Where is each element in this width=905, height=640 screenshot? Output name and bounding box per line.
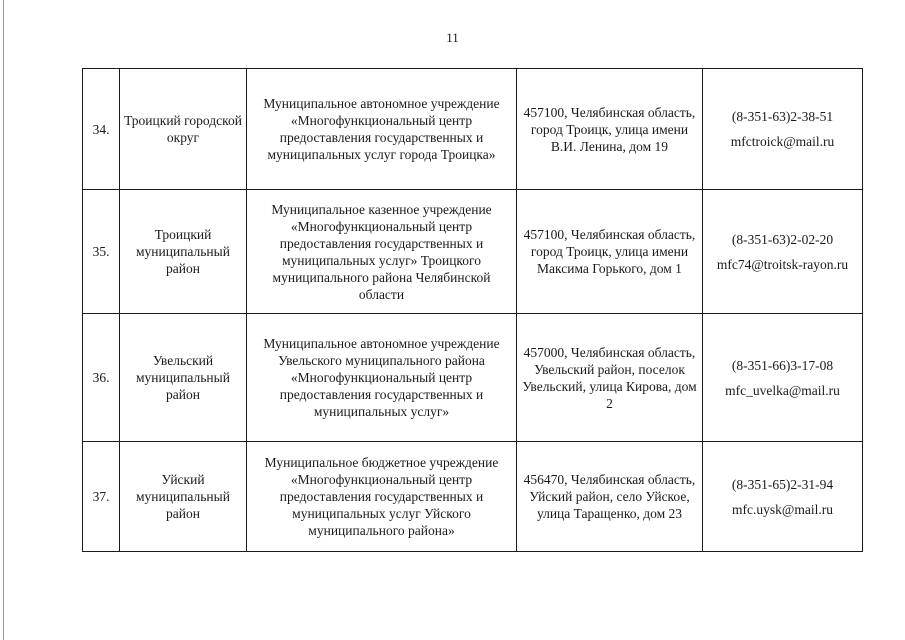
organization-name: Муниципальное бюджетное учреждение «Многофункциональный центр предоставления государственных и муниципальных услуг Уйского муниципального района»: [247, 442, 517, 552]
email-address: mfc.uysk@mail.ru: [732, 501, 833, 517]
page-number: 11: [446, 30, 459, 45]
district-name: Троицкий муниципальный район: [120, 190, 247, 314]
address: 457100, Челябинская область, город Троицк, улица имени Максима Горького, дом 1: [517, 190, 703, 314]
district-name: Увельский муниципальный район: [120, 314, 247, 442]
phone-number: (8-351-66)3-17-08: [731, 357, 834, 373]
address: 457000, Челябинская область, Увельский район, поселок Увельский, улица Кирова, дом 2: [517, 314, 703, 442]
row-number: 36.: [83, 314, 120, 442]
email-address: mfctroick@mail.ru: [730, 134, 835, 149]
table-row: [83, 69, 863, 190]
mfc-registry-table: [82, 68, 863, 552]
contact-cell: [703, 442, 863, 552]
table-row: [83, 190, 863, 314]
address: 456470, Челябинская область, Уйский район, село Уйское, улица Таращенко, дом 23: [517, 442, 703, 552]
contact-cell: [703, 69, 863, 190]
row-number: 34.: [83, 69, 120, 190]
contact-cell: [703, 190, 863, 314]
address: 457100, Челябинская область, город Троицк, улица имени В.И. Ленина, дом 19: [517, 69, 703, 190]
organization-name: Муниципальное автономное учреждение «Многофункциональный центр предоставления государственных и муниципальных услуг города Троицка»: [247, 69, 517, 190]
scan-edge-line: [3, 0, 4, 640]
organization-name: Муниципальное казенное учреждение «Многофункциональный центр предоставления государственных и муниципальных услуг» Троицкого муниципального района Челябинской области: [247, 190, 517, 314]
contact-cell: [703, 314, 863, 442]
table-row: [83, 442, 863, 552]
email-address: mfc74@troitsk-rayon.ru: [716, 256, 849, 272]
row-number: 37.: [83, 442, 120, 552]
district-name: Троицкий городской округ: [120, 69, 247, 190]
row-number: 35.: [83, 190, 120, 314]
phone-number: (8-351-63)2-02-20: [731, 231, 834, 247]
email-address: mfc_uvelka@mail.ru: [725, 382, 840, 398]
district-name: Уйский муниципальный район: [120, 442, 247, 552]
phone-number: (8-351-65)2-31-94: [731, 476, 834, 492]
phone-number: (8-351-63)2-38-51: [731, 109, 834, 124]
organization-name: Муниципальное автономное учреждение Увельского муниципального района «Многофункциональный центр предоставления государственных и муниципальных услуг»: [247, 314, 517, 442]
table-row: [83, 314, 863, 442]
